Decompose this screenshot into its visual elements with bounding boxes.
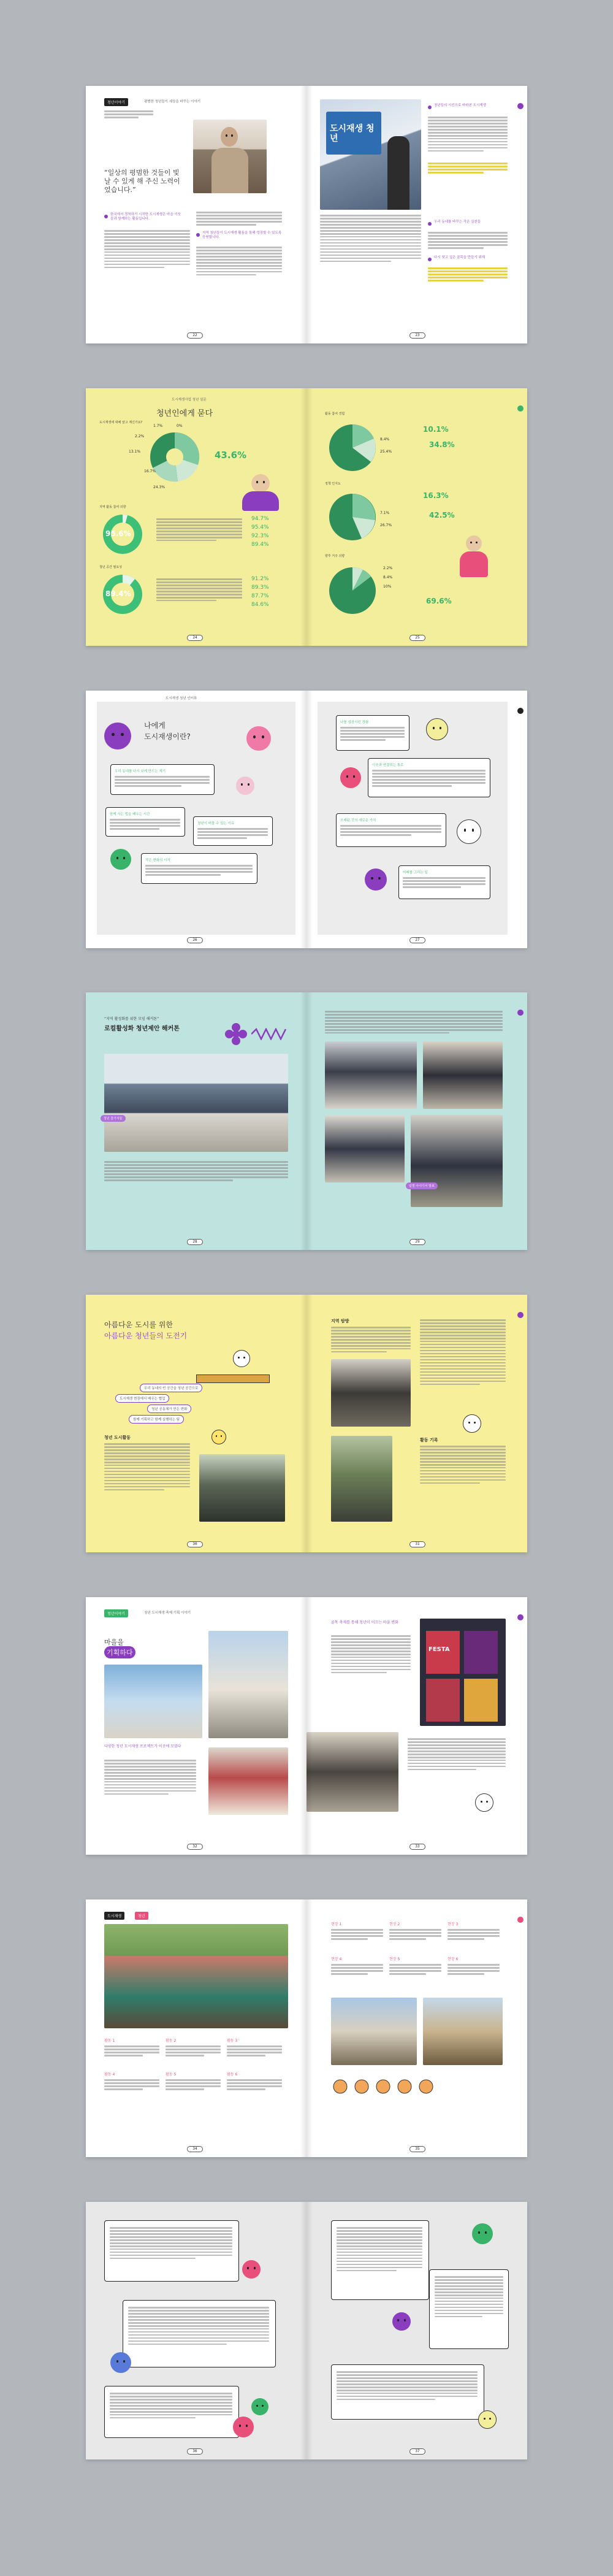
bullet-icon (428, 258, 432, 261)
sign-text: 도시재생 청년 (330, 124, 375, 144)
spread-8 (86, 2202, 527, 2459)
pie-label: 2.2% (383, 566, 393, 570)
page-right (306, 1899, 527, 2157)
answer-text: 미래를 그리는 일 (403, 871, 428, 875)
answer-bubble (368, 758, 490, 797)
quote-box (104, 2386, 239, 2438)
col-text-1 (428, 117, 508, 153)
poster-text: FESTA (428, 1646, 450, 1653)
label-body (104, 2045, 159, 2058)
title-line-1: 마을을 (104, 1638, 124, 1646)
page-title: 로컬활성화 청년제안 해커톤 (104, 1025, 180, 1032)
section-heading: 활동 기록 (420, 1438, 438, 1443)
quote-text (435, 2276, 503, 2319)
question-2: 정책 인지도 (325, 482, 341, 486)
illustration-person (454, 535, 497, 578)
label-body (389, 1929, 441, 1941)
quote-box (104, 2220, 239, 2282)
lightbulb-icon (475, 1793, 493, 1812)
spread-3 (86, 691, 527, 948)
big-stat-1: 95.6% (105, 529, 131, 538)
answer-text: 이웃과 연결되는 통로 (372, 764, 404, 767)
body-text-2 (408, 1738, 506, 1772)
face-icon (472, 2223, 493, 2244)
label-body (389, 1964, 441, 1976)
answer-text: 함께 사는 법을 배우는 시간 (110, 813, 150, 816)
hackathon-photo (104, 1054, 288, 1152)
photo-1 (325, 1041, 417, 1109)
page-number: 31 (409, 1541, 425, 1547)
chapter-tab-icon (517, 1917, 524, 1923)
title-line-2: 아름다운 청년들의 도전기 (104, 1332, 188, 1340)
label: 활동 3 (227, 2039, 238, 2043)
flower-icon (224, 1022, 248, 1046)
page-left (86, 1295, 306, 1552)
wave-icon (251, 1028, 288, 1040)
face-icon (211, 1430, 226, 1444)
face-icon (246, 726, 271, 751)
intro-text (104, 110, 153, 120)
face-icon (233, 1350, 250, 1367)
quote-box (429, 2269, 509, 2349)
event-photo (320, 99, 421, 210)
stat-row: 94.7% (251, 516, 269, 522)
face-icon (463, 1414, 481, 1433)
page-number: 36 (187, 2448, 203, 2455)
answer-body (145, 865, 253, 877)
team-photo (199, 1454, 285, 1522)
face-icon (478, 2410, 497, 2429)
question-1: 활동 참여 경험 (325, 412, 345, 416)
title-line-1: 아름다운 도시를 위한 (104, 1321, 173, 1329)
label: 활동 5 (166, 2072, 177, 2077)
page-number: 30 (187, 1541, 203, 1547)
answer-text: 오래된 것의 새로운 가치 (340, 819, 376, 822)
answer-body (197, 828, 268, 840)
spread-4 (86, 992, 527, 1250)
desk-shape (196, 1374, 270, 1383)
answer-text: 우리 동네를 다시 보게 만드는 계기 (115, 770, 166, 773)
label-body (166, 2045, 221, 2058)
label: 활동 2 (166, 2039, 177, 2043)
page-number: 35 (409, 2146, 425, 2152)
page-left (86, 992, 306, 1250)
illustration-figure (208, 1430, 233, 1454)
answer-bubble (398, 865, 490, 899)
col-text (420, 1319, 506, 1387)
stat-row: 89.3% (251, 585, 269, 591)
page-number: 23 (409, 332, 425, 339)
body-text-1 (104, 230, 190, 270)
big-stat-2: 89.4% (105, 589, 131, 598)
label: 활동 4 (104, 2072, 115, 2077)
stat: 34.8% (429, 440, 455, 449)
face-icon (110, 2352, 131, 2373)
page-number: 28 (187, 1239, 203, 1245)
stat-labels-1 (156, 518, 242, 543)
speaker-figure (387, 136, 409, 210)
highlight-1: 한국에서 정착하기 시작한 도시재생은 마을 이웃들과 함께하는 활동입니다. (110, 213, 181, 221)
label: 현장 2 (389, 1922, 400, 1926)
label-body (331, 1964, 383, 1976)
question-3: 향후 거주 의향 (325, 554, 345, 558)
bullet-icon (196, 233, 200, 237)
page-left (86, 2202, 306, 2459)
bubble-pill: 도시재생 현장에서 배우는 협업 (115, 1394, 169, 1403)
spread-7 (86, 1899, 527, 2157)
label-body (104, 2079, 159, 2091)
label-body (447, 1964, 500, 1976)
caption-pill: 청년 참가자들 (101, 1115, 126, 1122)
pie-label: 25.4% (380, 450, 392, 454)
label-body (227, 2045, 282, 2058)
face-icon (110, 849, 131, 870)
section-heading: 골목 축제를 통해 청년이 이끄는 마을 변화 (331, 1620, 398, 1625)
face-row-icons (331, 2077, 454, 2096)
mural-photo (104, 1924, 288, 2028)
poster (464, 1631, 498, 1674)
chapter-tab-icon (517, 708, 524, 714)
face-icon (466, 535, 482, 551)
pie-label: 26.7% (380, 523, 392, 527)
point-2: 우리 동네를 바꾸는 작은 실천들 (434, 220, 481, 224)
stat-row: 84.6% (251, 602, 269, 608)
bubble-pill: 청년 공동체가 만든 변화 (147, 1405, 191, 1413)
point-1: 청년들의 시선으로 바라본 도시재생 (434, 104, 486, 107)
chapter-tab-icon (517, 1010, 524, 1016)
face-icon (233, 2417, 254, 2437)
title-line-2: 도시재생이란? (144, 732, 191, 741)
answer-bubble (193, 816, 273, 846)
face-icon (251, 2398, 268, 2415)
quote-box (331, 2364, 484, 2420)
chapter-tab-icon (517, 1312, 524, 1318)
people-photo (306, 1732, 398, 1812)
spread-6 (86, 1597, 527, 1855)
page-number: 24 (187, 635, 203, 641)
stat-row: 95.4% (251, 524, 269, 531)
page-right (306, 2202, 527, 2459)
pie-chart-2 (325, 489, 380, 545)
illustration-person (239, 474, 288, 511)
site-photo-1 (331, 1998, 417, 2065)
pie-label: 8.4% (383, 575, 393, 580)
spread-2 (86, 388, 527, 646)
body-text (320, 215, 421, 264)
page-right (306, 1597, 527, 1855)
title-line-1: 나에게 (144, 721, 166, 730)
face-icon (340, 767, 361, 788)
body-text (104, 1161, 288, 1183)
site-photo-2 (423, 1998, 503, 2065)
answer-text: 청년이 머물 수 있는 이유 (197, 822, 235, 826)
person-head (221, 127, 238, 147)
highlighted-text-2 (428, 267, 508, 283)
answer-body (115, 776, 210, 788)
face-icon (426, 718, 448, 740)
pie-chart-main (144, 426, 205, 488)
bubble-pill: 우리 동네의 빈 공간을 청년 공간으로 (140, 1384, 202, 1392)
label-body (331, 1929, 383, 1941)
stat-row: 87.7% (251, 593, 269, 599)
pie-label: 0% (177, 424, 183, 428)
label-body (447, 1929, 500, 1941)
section-tag: 청년 (135, 1912, 148, 1920)
quote-text (337, 2227, 422, 2273)
answer-bubble (105, 807, 185, 837)
running-head: 청년 도시재생 축제 기획 이야기 (144, 1611, 191, 1615)
face-icon (236, 776, 254, 795)
body-shape (242, 491, 279, 511)
point-3: 다시 찾고 싶은 골목을 만들기 위해 (434, 256, 485, 259)
highlighted-text (428, 163, 508, 175)
stat: 10.1% (423, 425, 449, 434)
page-number: 33 (409, 1844, 425, 1850)
answer-bubble (336, 715, 409, 751)
illustration-desk (196, 1350, 282, 1405)
bubble-pill: 함께 기획하고 함께 실행하는 팀 (129, 1415, 184, 1424)
page-right (306, 388, 527, 646)
question-2: 지역 활동 참여 의향 (99, 505, 126, 509)
chapter-tab-icon (517, 103, 524, 109)
page-right (306, 691, 527, 948)
quote-text (110, 2393, 232, 2420)
face-icon (365, 868, 387, 891)
pie-label: 24.3% (153, 485, 166, 489)
page-number: 27 (409, 937, 425, 943)
answer-bubble (110, 764, 215, 795)
building-photo-2 (208, 1631, 288, 1738)
page-title: 청년인에게 묻다 (156, 409, 213, 418)
page-number: 37 (409, 2448, 425, 2455)
page-number: 32 (187, 1844, 203, 1850)
pie-label: 16.7% (144, 469, 156, 473)
label: 현장 5 (389, 1957, 400, 1961)
face-icon (457, 819, 481, 844)
quote-box (331, 2220, 429, 2300)
question-3: 청년 공간 필요성 (99, 565, 122, 569)
bullet-icon (428, 105, 432, 109)
answer-body (403, 877, 485, 889)
section-body (104, 1443, 190, 1492)
photo-2 (423, 1041, 503, 1109)
page-number: 29 (409, 1239, 425, 1245)
pie-label: 8.4% (380, 437, 390, 442)
answer-body (110, 819, 180, 831)
section-heading: 지역 탐방 (331, 1319, 349, 1324)
pie-label-main: 43.6% (215, 450, 247, 461)
building-photo-1 (104, 1665, 202, 1738)
label: 현장 6 (447, 1957, 459, 1961)
quote-text (128, 2307, 269, 2347)
label: 현장 4 (331, 1957, 342, 1961)
label-body (166, 2079, 221, 2091)
answer-body (340, 825, 441, 837)
label-body (227, 2079, 282, 2091)
poster (426, 1679, 460, 1722)
pie-label: 10% (383, 585, 392, 589)
page-left (86, 691, 306, 948)
pie-label: 1.7% (153, 424, 163, 428)
answer-text: 작은 변화의 시작 (145, 859, 170, 862)
page-left (86, 1597, 306, 1855)
title-line-2: 기획하다 (104, 1646, 135, 1658)
page-number: 34 (187, 2146, 203, 2152)
answer-body (372, 770, 485, 788)
body-text (325, 1011, 503, 1035)
page-number: 26 (187, 937, 203, 943)
quote-text (337, 2371, 478, 2402)
face-icon (104, 723, 131, 749)
page-right (306, 992, 527, 1250)
question-1: 도시재생에 대해 알고 계신가요? (99, 421, 143, 424)
photo-3 (325, 1115, 405, 1183)
pie-label: 13.1% (129, 450, 141, 454)
portrait-photo (331, 1359, 411, 1427)
pie-label: 7.1% (380, 511, 390, 515)
stat: 16.3% (423, 491, 449, 500)
spread-1 (86, 86, 527, 343)
stat-row: 89.4% (251, 542, 269, 548)
quote-box (123, 2300, 276, 2367)
subtitle: 다양한 청년 도시재생 프로젝트가 이곳에 모였다 (104, 1744, 181, 1749)
pie-chart-1 (325, 420, 380, 475)
label: 현장 1 (331, 1922, 342, 1926)
chapter-tab-icon (517, 1614, 524, 1620)
bullet-icon (428, 222, 432, 226)
stat-row: 91.2% (251, 576, 269, 582)
exhibit-photo (208, 1747, 288, 1815)
answer-bubble (141, 853, 257, 884)
title-small: “지역 활성화를 위한 모임 해커톤” (104, 1017, 159, 1021)
section-tag: 청년이야기 (104, 98, 128, 106)
stat-labels-2 (156, 578, 242, 603)
photo-4 (411, 1115, 503, 1207)
page-right (306, 86, 527, 343)
page-left (86, 388, 306, 646)
running-head: 도시재생사업 청년 설문 (172, 398, 207, 402)
body-text-3 (196, 247, 282, 277)
stat-row: 92.3% (251, 533, 269, 539)
answer-bubble (336, 813, 446, 847)
running-head: 도시재생 청년 인터뷰 (166, 697, 197, 700)
poster-wall-photo (420, 1619, 506, 1726)
bullet-icon (104, 215, 108, 218)
body-text (331, 1635, 411, 1675)
face-icon (251, 474, 270, 493)
spread-5 (86, 1295, 527, 1552)
section-tag: 도시재생 (104, 1912, 124, 1920)
label: 활동 6 (227, 2072, 238, 2077)
highlight-2: 지역 청년들이 도시재생 활동을 통해 성장할 수 있도록 응원합니다. (202, 231, 282, 239)
body-text (104, 1760, 196, 1796)
page-left (86, 86, 306, 343)
label: 현장 3 (447, 1922, 459, 1926)
section-body (331, 1327, 411, 1354)
body-text-2 (196, 212, 282, 227)
stat: 42.5% (429, 511, 455, 519)
section-tag: 청년이야기 (104, 1609, 128, 1617)
person-body (211, 148, 248, 193)
stat: 69.6% (426, 597, 452, 605)
portrait-photo (193, 120, 267, 193)
answer-body (340, 727, 405, 742)
face-icon (392, 2312, 411, 2331)
pie-chart-3 (325, 563, 380, 618)
face-icon (242, 2260, 261, 2279)
label: 활동 1 (104, 2039, 115, 2043)
running-head: 평범한 청년들이 세상을 바꾸는 이야기 (144, 100, 201, 104)
quote-text (110, 2227, 232, 2261)
quote: “일상의 평범한 것들이 빛날 수 있게 해 주신 노력이었습니다.” (104, 169, 180, 194)
caption-pill: 팀별 아이디어 발표 (406, 1183, 438, 1189)
page-left (86, 1899, 306, 2157)
col-text-2 (428, 232, 508, 250)
outdoor-photo (331, 1436, 392, 1522)
answer-text: 나를 성장시킨 경험 (340, 721, 369, 724)
page-number: 25 (409, 635, 425, 641)
body-shape (460, 551, 488, 577)
pie-label: 2.2% (135, 434, 145, 439)
section-body (420, 1446, 506, 1485)
section-heading: 청년 도시활동 (104, 1435, 131, 1440)
poster (464, 1679, 498, 1722)
chapter-tab-icon (517, 405, 524, 412)
page-number: 22 (187, 332, 203, 339)
page-right (306, 1295, 527, 1552)
